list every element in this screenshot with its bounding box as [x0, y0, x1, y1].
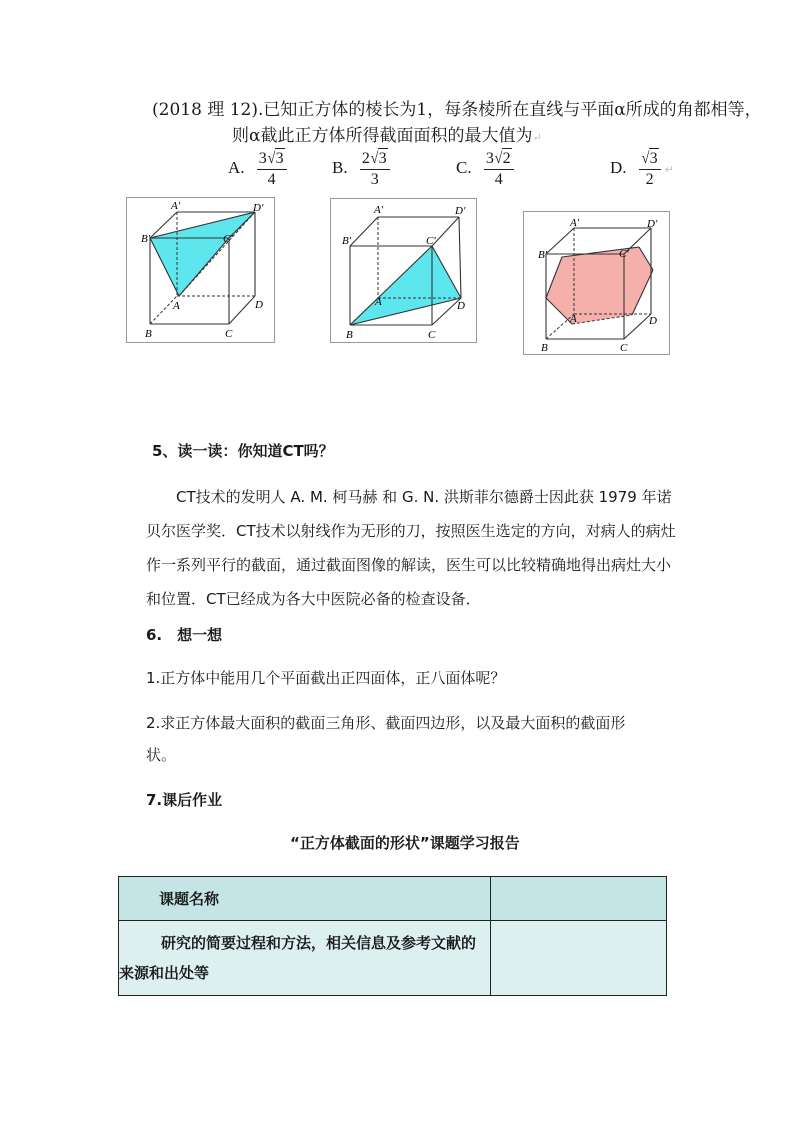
cube-diagram-3 [524, 212, 669, 354]
table-row [119, 921, 667, 996]
topic-name-value[interactable] [491, 877, 667, 921]
section-6-question-2-line-1: 2.求正方体最大面积的截面三角形、截面四边形，以及最大面积的截面形 [146, 714, 626, 732]
question-text-1: .已知正方体的棱长为1，每条棱所在直线与平面α所成的角都相等， [257, 100, 762, 120]
topic-name-label: 课题名称 [119, 877, 491, 921]
research-process-value[interactable] [491, 921, 667, 996]
label-c1: C′ [426, 235, 436, 247]
label-b1: B′ [342, 235, 352, 247]
label-b1: B′ [141, 233, 151, 245]
label-d: D [255, 299, 263, 311]
option-b-coef: 2 [361, 150, 370, 167]
option-a-rad: 3 [275, 150, 284, 167]
option-a-coef: 3 [258, 150, 267, 167]
cube-figure-1 [126, 197, 275, 343]
label-a1: A′ [374, 204, 384, 216]
option-c [456, 148, 514, 190]
question-line-1 [152, 100, 762, 120]
label-c: C [428, 329, 436, 341]
paragraph-mark-icon: ↵ [664, 163, 675, 176]
section-5-heading: 5、读一读：你知道CT吗？ [152, 442, 334, 460]
option-c-rad: 2 [502, 150, 511, 167]
option-a [228, 148, 287, 190]
option-b [332, 148, 390, 190]
option-c-coef: 3 [485, 150, 494, 167]
label-d1: D′ [455, 205, 466, 217]
cube-figure-2 [330, 198, 477, 343]
option-d-letter: D. [610, 157, 627, 177]
report-table [118, 876, 667, 996]
research-process-label [119, 921, 491, 996]
section-6-question-1: 1.正方体中能用几个平面截出正四面体，正八面体呢？ [146, 669, 506, 687]
label-c: C [620, 342, 628, 354]
label-d: D [649, 315, 657, 327]
label-b: B [346, 329, 353, 341]
option-c-fraction: $\frac{3√2}{4}$ [484, 148, 514, 190]
label-c1: C′ [223, 233, 233, 245]
paragraph-mark-icon: ↵ [532, 131, 542, 144]
label-d1: D′ [253, 202, 264, 214]
option-a-den: 4 [267, 171, 276, 188]
section-5-paragraph: CT技术的发明人 A. M. 柯马赫 和 G. N. 洪斯菲尔德爵士因此获 1979 年诺贝尔医学奖．CT技术以射线作为无形的刀，按照医生选定的方向，对病人的病灶作一系列平行的截面，通过截面图像的解读，医生可以比较精确地得出病灶大小和位置．CT已经成为各大中医院必备的检查设备． [146, 488, 676, 608]
label-a: A [173, 300, 180, 312]
label-a: A [570, 313, 577, 325]
label-b: B [541, 342, 548, 354]
question-text-2: 则α截此正方体所得截面面积的最大值为 [232, 126, 533, 146]
option-c-letter: C. [456, 157, 472, 177]
option-b-rad: 3 [378, 150, 387, 167]
label-a: A [375, 296, 382, 308]
option-b-letter: B. [332, 157, 348, 177]
cube-diagram-2 [331, 199, 476, 342]
question-line-2 [232, 126, 542, 148]
option-c-den: 4 [494, 171, 503, 188]
option-b-den: 3 [370, 171, 379, 188]
label-b1: B′ [538, 249, 548, 261]
label-c: C [225, 328, 233, 340]
option-d-rad: 3 [649, 150, 658, 167]
option-a-letter: A. [228, 157, 245, 177]
option-a-fraction: $\frac{3√3}{4}$ [257, 148, 287, 190]
label-d: D [457, 300, 465, 312]
hexagon-section [546, 247, 653, 324]
label-c1: C′ [619, 248, 629, 260]
cube-diagram-1 [127, 198, 274, 342]
option-d [610, 148, 674, 190]
section-7-heading: 7.课后作业 [146, 791, 223, 809]
option-d-den: 2 [645, 171, 654, 188]
label-a1: A′ [171, 200, 181, 212]
section-6-heading: 6. 想一想 [146, 626, 223, 644]
question-source: (2018 理 12) [152, 100, 258, 120]
label-a1: A′ [570, 217, 580, 229]
label-b: B [145, 328, 152, 340]
section-6-question-2-line-2: 状。 [146, 746, 177, 764]
research-process-text: 研究的简要过程和方法，相关信息及参考文献的来源和出处等 [119, 934, 477, 982]
cube-figure-3 [523, 211, 670, 355]
option-d-fraction: $\frac{√3}{2}$ [639, 148, 661, 190]
label-d1: D′ [647, 218, 658, 230]
option-b-fraction: $\frac{2√3}{3}$ [360, 148, 390, 190]
report-title: “正方体截面的形状”课题学习报告 [290, 834, 520, 852]
table-row [119, 877, 667, 921]
